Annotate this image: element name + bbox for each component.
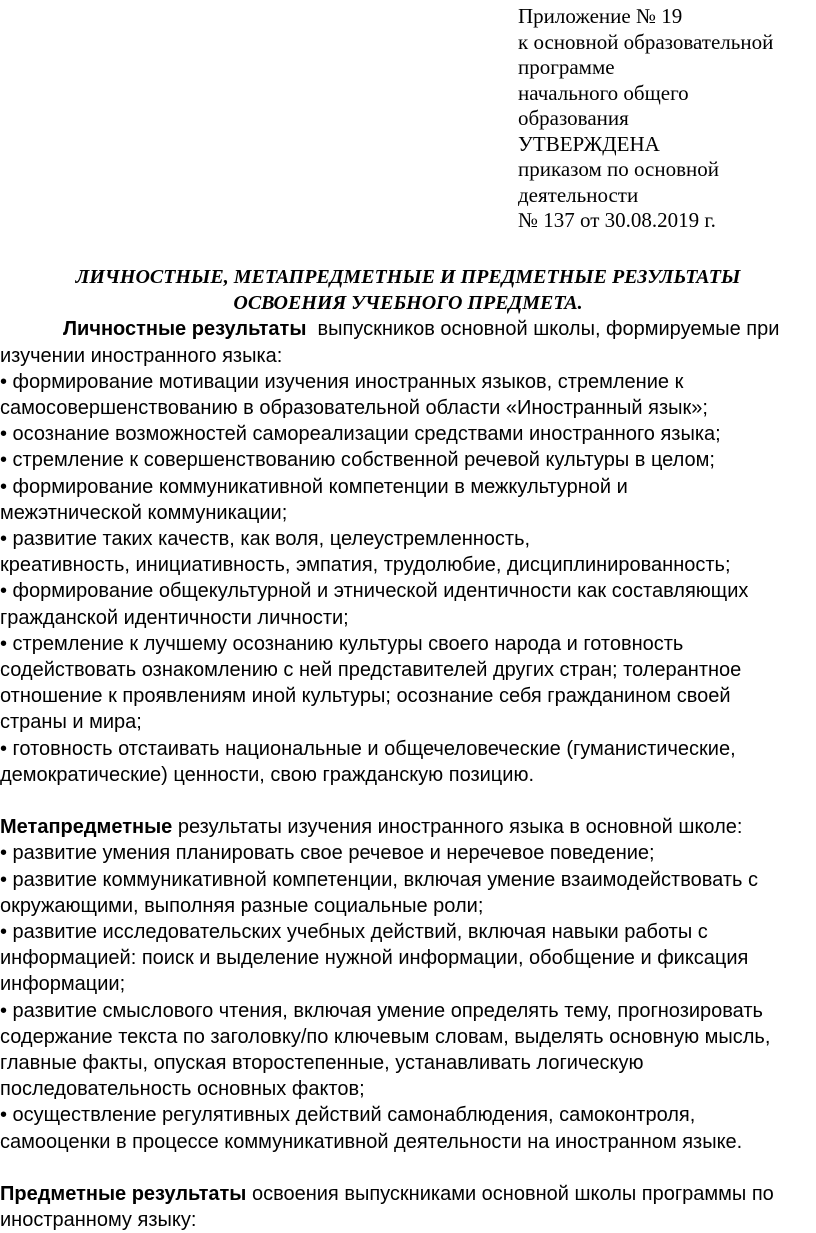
appendix-line: начального общего — [518, 80, 689, 105]
appendix-line: УТВЕРЖДЕНА — [518, 131, 660, 156]
paragraph-line: • стремление к совершенствованию собственной речевой культуры в целом; — [0, 449, 715, 472]
paragraph-line: информации; — [0, 973, 126, 996]
paragraph-line: информацией: поиск и выделение нужной информации, обобщение и фиксация — [0, 947, 749, 970]
paragraph-line: • готовность отстаивать национальные и общечеловеческие (гуманистические, — [0, 737, 736, 760]
appendix-line: № 137 от 30.08.2019 г. — [518, 208, 716, 232]
paragraph-line: гражданской идентичности личности; — [0, 606, 349, 629]
paragraph-line: демократические) ценности, свою гражданскую позицию. — [0, 763, 534, 786]
paragraph-line: креативность, инициативность, эмпатия, трудолюбие, дисциплинированность; — [0, 554, 731, 577]
subject-results-heading: Предметные результаты — [0, 1183, 247, 1206]
personal-results-lead — [0, 316, 816, 342]
appendix-line: деятельности — [518, 182, 639, 207]
paragraph-line: окружающими, выполняя разные социальные роли; — [0, 894, 484, 917]
meta-results-lead-text: результаты изучения иностранного языка в основной школе: — [172, 816, 743, 839]
paragraph-line: последовательность основных фактов; — [0, 1078, 365, 1101]
appendix-line: Приложение № 19 — [518, 4, 683, 28]
appendix-line: к основной образовательной — [518, 29, 774, 54]
paragraph-line: • стремление к лучшему осознанию культуры своего народа и готовность — [0, 632, 684, 655]
paragraph-line: • осознание возможностей самореализации средствами иностранного языка; — [0, 423, 721, 446]
paragraph-line: • осуществление регулятивных действий самонаблюдения, самоконтроля, — [0, 1104, 696, 1127]
paragraph-spacer — [0, 1155, 816, 1181]
document-body — [0, 264, 816, 1233]
paragraph-line: изучении иностранного языка: — [0, 344, 283, 367]
paragraph-line: межэтнической коммуникации; — [0, 501, 288, 524]
subject-results-section — [0, 1181, 816, 1233]
meta-results-section — [0, 814, 816, 1155]
paragraph-line: • развитие коммуникативной компетенции, включая умение взаимодействовать с — [0, 868, 758, 891]
meta-results-heading: Метапредметные — [0, 816, 173, 839]
personal-results-lead-text: выпускников основной школы, формируемые при — [306, 318, 780, 341]
paragraph-line: иностранному языку: — [0, 1209, 197, 1232]
personal-results-heading: Личностные результаты — [63, 318, 307, 341]
title-line-2: ОСВОЕНИЯ УЧЕБНОГО ПРЕДМЕТА. — [233, 292, 583, 315]
appendix-line: образования — [518, 106, 629, 130]
appendix-line: приказом по основной — [518, 157, 719, 181]
paragraph-line: главные факты, опуская второстепенные, устанавливать логическую — [0, 1052, 644, 1075]
subject-results-lead — [0, 1181, 816, 1207]
paragraph-line: содержание текста по заголовку/по ключевым словам, выделять основную мысль, — [0, 1025, 771, 1048]
appendix-line: программе — [518, 55, 615, 79]
paragraph-line: содействовать ознакомлению с ней представителей других стран; толерантное — [0, 659, 742, 682]
personal-results-section — [0, 316, 816, 788]
paragraph-spacer — [0, 788, 816, 814]
meta-results-lead — [0, 814, 816, 840]
document-title — [0, 264, 816, 316]
paragraph-line: • формирование коммуникативной компетенции в межкультурной и — [0, 475, 628, 498]
paragraph-line: самооценки в процессе коммуникативной деятельности на иностранном языке. — [0, 1130, 743, 1153]
appendix-header — [518, 4, 810, 234]
paragraph-line: страны и мира; — [0, 711, 142, 734]
paragraph-line: • развитие исследовательских учебных действий, включая навыки работы с — [0, 921, 708, 944]
subject-results-lead-text: освоения выпускниками основной школы программы по — [246, 1183, 774, 1206]
paragraph-line: • развитие смыслового чтения, включая умение определять тему, прогнозировать — [0, 999, 763, 1022]
paragraph-line: самосовершенствованию в образовательной области «Иностранный язык»; — [0, 397, 708, 420]
paragraph-line: • развитие умения планировать свое речевое и неречевое поведение; — [0, 842, 655, 865]
title-line-1: ЛИЧНОСТНЫЕ, МЕТАПРЕДМЕТНЫЕ И ПРЕДМЕТНЫЕ РЕЗУЛЬТАТЫ — [75, 266, 741, 288]
paragraph-line: • развитие таких качеств, как воля, целеустремленность, — [0, 528, 531, 551]
paragraph-line: • формирование общекультурной и этнической идентичности как составляющих — [0, 580, 749, 603]
paragraph-line: • формирование мотивации изучения иностранных языков, стремление к — [0, 370, 684, 393]
paragraph-line: отношение к проявлениям иной культуры; осознание себя гражданином своей — [0, 685, 731, 708]
